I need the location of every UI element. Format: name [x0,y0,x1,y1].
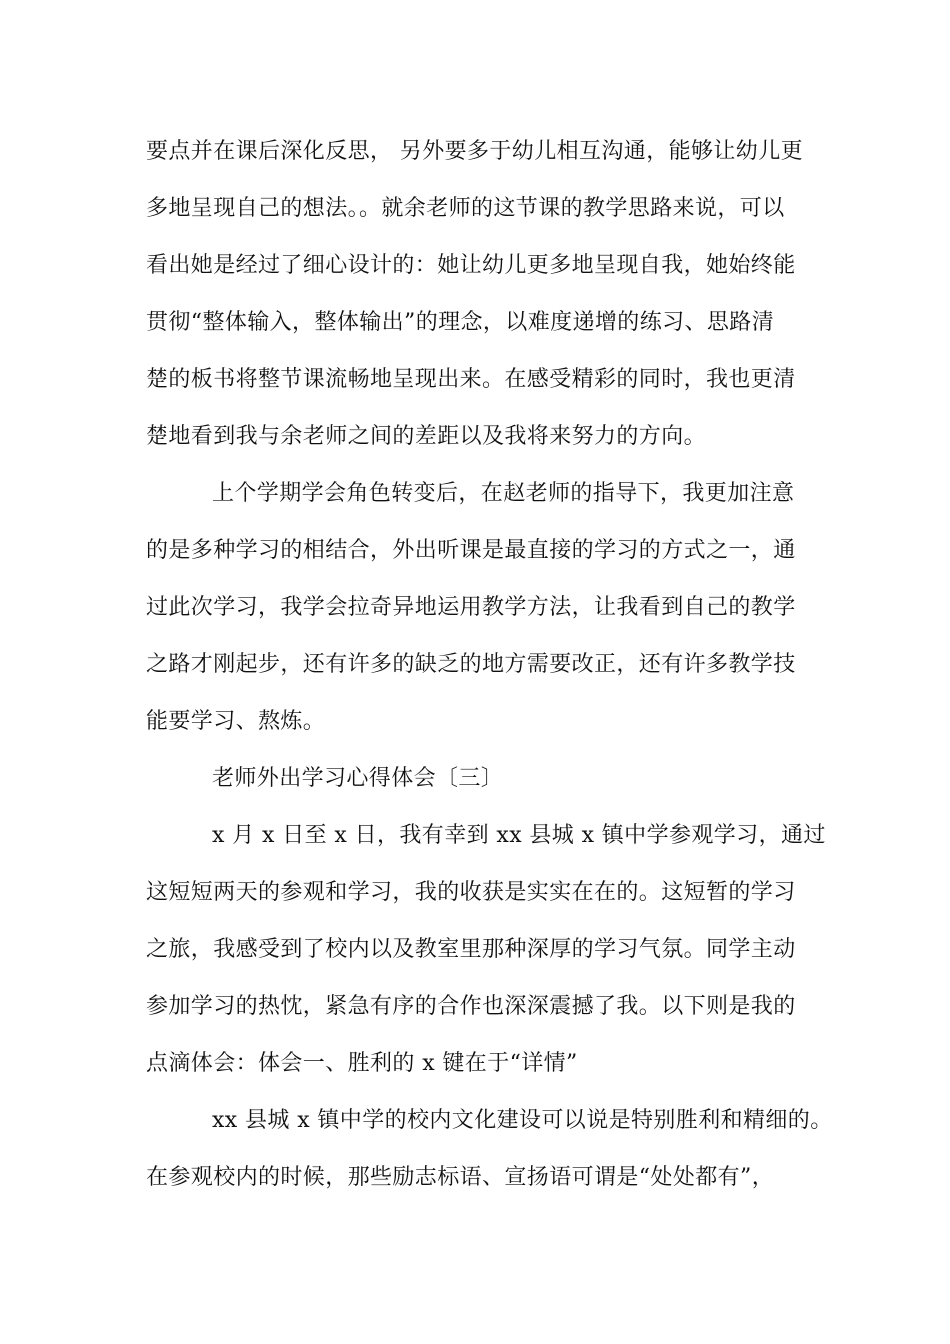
text-line: 要点并在课后深化反思， 另外要多于幼儿相互沟通，能够让幼儿更 [146,139,803,164]
section-heading: 老师外出学习心得体会〔三〕 [212,766,504,791]
text-line: 之旅，我感受到了校内以及教室里那种深厚的学习气氛。同学主动 [146,937,796,962]
text-line: 多地呈现自己的想法。。就余老师的这节课的教学思路来说，可以 [146,196,785,221]
text-line: 过此次学习，我学会拉奇异地运用教学方法，让我看到自己的教学 [146,595,796,620]
text-line: 看出她是经过了细心设计的：她让幼儿更多地呈现自我，她始终能 [146,253,796,278]
paragraph-first-line: x 月 x 日至 x 日，我有幸到 xx 县城 x 镇中学参观学习，通过 [212,823,826,848]
text-line: 点滴体会：体会一、胜利的 x 键在于“详情” [146,1051,578,1076]
text-line: 的是多种学习的相结合，外出听课是最直接的学习的方式之一，通 [146,538,796,563]
text-line: 这短短两天的参观和学习，我的收获是实实在在的。这短暂的学习 [146,880,796,905]
text-line: 在参观校内的时候，那些励志标语、宣扬语可谓是“处处都有”， [146,1165,775,1190]
paragraph-first-line: 上个学期学会角色转变后，在赵老师的指导下，我更加注意 [212,481,795,506]
text-line: 楚的板书将整节课流畅地呈现出来。在感受精彩的同时，我也更清 [146,367,796,392]
text-line: 楚地看到我与余老师之间的差距以及我将来努力的方向。 [146,424,707,449]
text-line: 之路才刚起步，还有许多的缺乏的地方需要改正，还有许多教学技 [146,652,796,677]
text-line: 参加学习的热忱，紧急有序的合作也深深震撼了我。以下则是我的 [146,994,796,1019]
text-line: 能要学习、熬炼。 [146,709,326,734]
text-line: 贯彻“整体输入，整体输出”的理念，以难度递增的练习、思路清 [146,310,775,335]
paragraph-first-line: xx 县城 x 镇中学的校内文化建设可以说是特别胜利和精细的。 [212,1108,833,1133]
